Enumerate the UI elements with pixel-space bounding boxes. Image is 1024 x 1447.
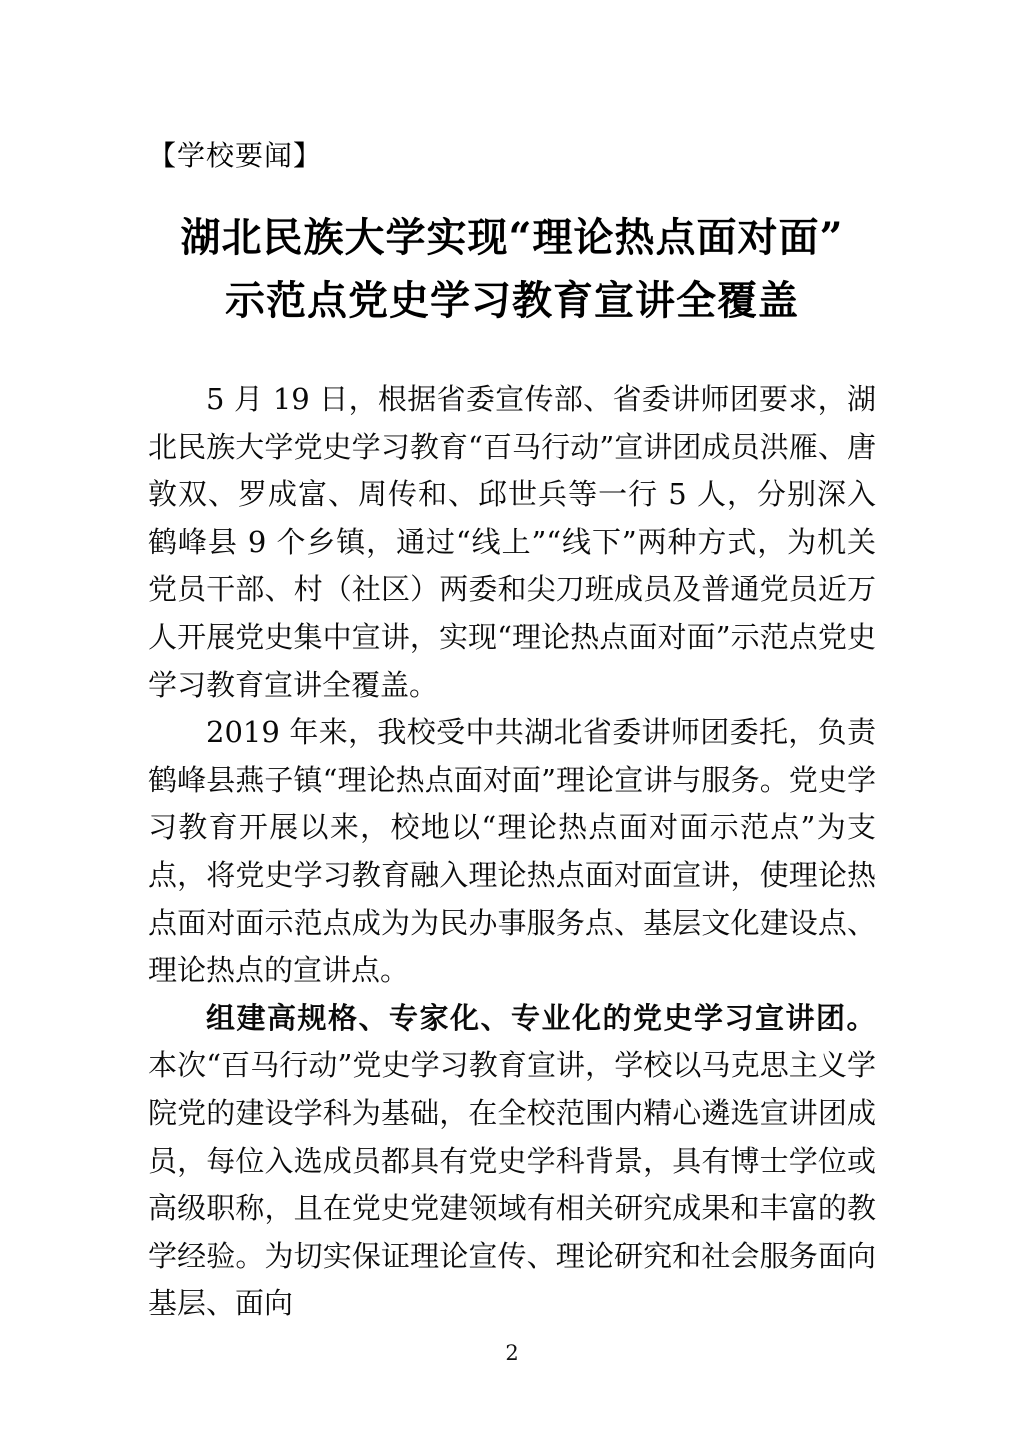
paragraph-1-text: 5 月 19 日，根据省委宣传部、省委讲师团要求，湖北民族大学党史学习教育“百马行动”宣讲团成员洪雁、唐敦双、罗成富、周传和、邱世兵等一行 5 人，分别深入鹤峰县 9 个乡镇，通过“线上”“线下”两种方式，为机关党员干部、村（社区）两委和尖刀班成员及普通党员近万人开展党史集中宣讲，实现“理论热点面对面”示范点党史学习教育宣讲全覆盖。 [148,382,876,702]
paragraph-2-text: 2019 年来，我校受中共湖北省委讲师团委托，负责鹤峰县燕子镇“理论热点面对面”理论宣讲与服务。党史学习教育开展以来，校地以“理论热点面对面示范点”为支点，将党史学习教育融入理论热点面对面宣讲，使理论热点面对面示范点成为为民办事服务点、基层文化建设点、理论热点的宣讲点。 [148,715,876,988]
page-title [148,206,876,332]
paragraph-3-lead: 组建高规格、专家化、专业化的党史学习宣讲团。 [206,1000,876,1035]
paragraph-2 [148,709,876,995]
page-number: 2 [505,1341,519,1365]
section-tag: 【学校要闻】 [148,139,323,172]
paragraph-1 [148,376,876,709]
page-content [148,0,876,1328]
paragraph-3 [148,995,876,1328]
article-body [148,376,876,1328]
paragraph-3-text: 本次“百马行动”党史学习教育宣讲，学校以马克思主义学院党的建设学科为基础，在全校范围内精心遴选宣讲团成员，每位入选成员都具有党史学科背景，具有博士学位或高级职称，且在党史党建领域有相关研究成果和丰富的教学经验。为切实保证理论宣传、理论研究和社会服务面向基层、面向 [148,1048,876,1321]
title-line-1: 湖北民族大学实现“理论热点面对面” [180,214,844,261]
title-line-2: 示范点党史学习教育宣讲全覆盖 [225,277,799,324]
